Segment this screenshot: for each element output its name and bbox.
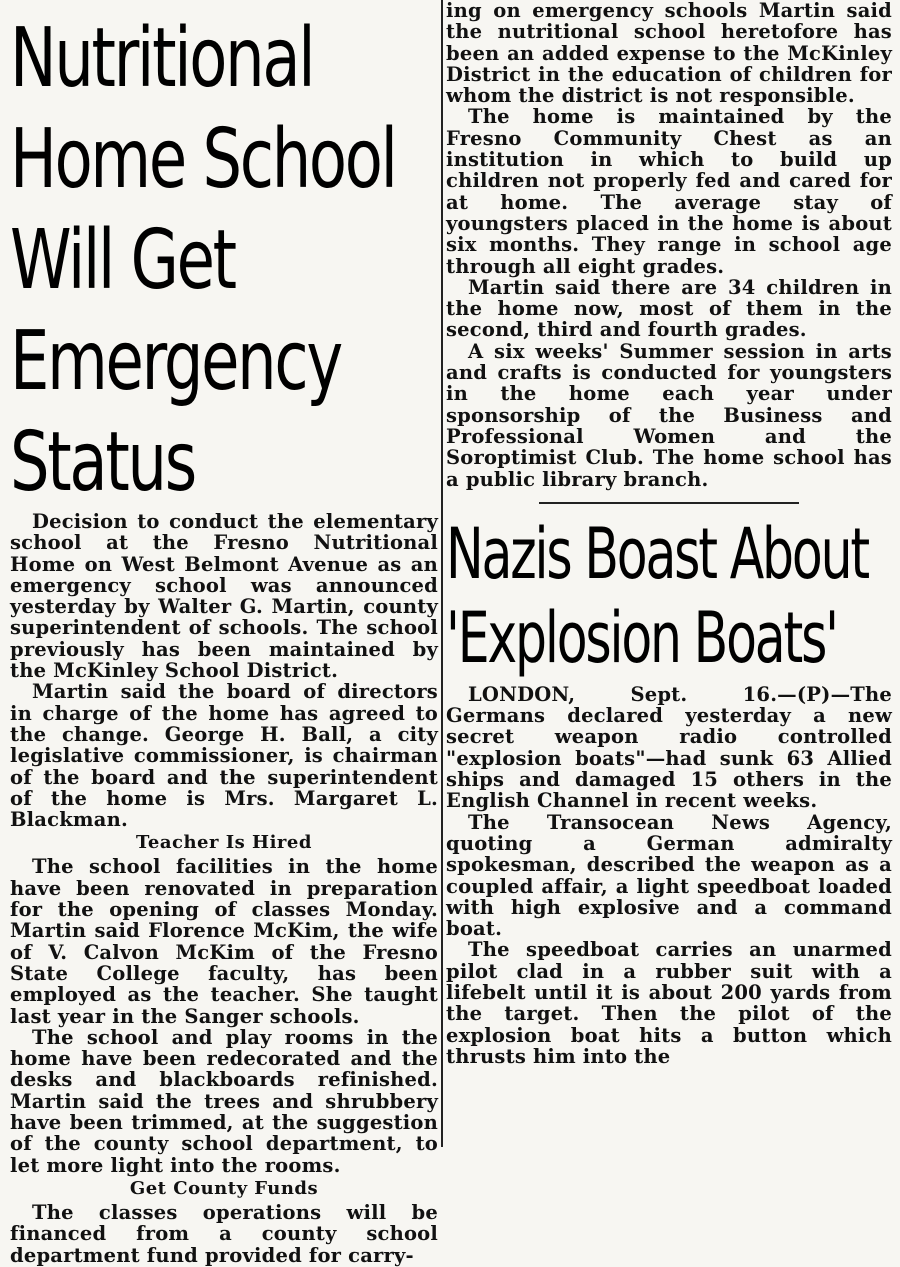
article1-paragraph: The school facilities in the home have been renovated in preparation for the opening of classes Monday. Martin said Florence McKim, the wife of V. Calvon McKim of the Fresno State College faculty, has been employed as the teacher. She taught last year in the Sanger schools.	[10, 855, 438, 1028]
article2-body	[446, 684, 892, 1067]
article2-paragraph: LONDON, Sept. 16.—(P)—The Germans declared yesterday a new secret weapon radio controlled "explosion boats"—had sunk 63 Allied ships and damaged 15 others in the English Channel in recent weeks.	[446, 682, 892, 813]
article1-continuation: ing on emergency schools Martin said the nutritional school heretofore has been an added expense to the McKinley District in the education of children for whom the district is not responsible.	[446, 0, 892, 108]
article1-paragraph: Martin said there are 34 children in the home now, most of them in the second, third and fourth grades.	[446, 275, 892, 342]
article1-paragraph: The classes operations will be financed from a county school department fund provided for carry-	[10, 1200, 438, 1267]
subhead-teacher-is-hired: Teacher Is Hired	[136, 832, 312, 854]
article1-body-left	[10, 511, 438, 1266]
article1-paragraph: A six weeks' Summer session in arts and crafts is conducted for youngsters in the home each year under sponsorship of the Business and Professional Women and the Soroptimist Club. The home school has a public library branch.	[446, 339, 892, 491]
article1-paragraph: Martin said the board of directors in charge of the home has agreed to the change. George H. Ball, a city legislative commissioner, is chairman of the board and the superintendent of the home is Mrs. Margaret L. Blackman.	[10, 680, 438, 832]
column-rule	[441, 0, 443, 1147]
article1-paragraph: The home is maintained by the Fresno Community Chest as an institution in which to build up children not properly fed and cared for at home. The average stay of youngsters placed in the home is about six months. They range in school age through all eight grades.	[446, 105, 892, 278]
subhead-get-county-funds: Get County Funds	[129, 1177, 319, 1199]
article1-paragraph: The school and play rooms in the home have been redecorated and the desks and blackboards refinished. Martin said the trees and shrubbery have been trimmed, at the suggestion of the county school department, to let more light into the rooms.	[10, 1025, 438, 1177]
article2-paragraph: The Transocean News Agency, quoting a German admiralty spokesman, described the weapon as a coupled affair, a light speedboat loaded with high explosive and a command boat.	[446, 810, 892, 941]
right-column	[446, 0, 892, 1067]
article-separator	[539, 502, 799, 504]
article1-paragraph: Decision to conduct the elementary school at the Fresno Nutritional Home on West Belmont Avenue as an emergency school was announced yesterday by Walter G. Martin, county superintendent of schools. The school previously has been maintained by the McKinley School District.	[10, 510, 438, 683]
headline-nutritional-home: Nutritional Home School Will Get Emergency Status	[10, 11, 396, 510]
left-column	[10, 0, 438, 1266]
article2-paragraph: The speedboat carries an unarmed pilot clad in a rubber suit with a lifebelt until it is about 200 yards from the target. Then the pilot of the explosion boat hits a button which thrusts him into the	[446, 938, 892, 1068]
article1-body-right	[446, 0, 892, 490]
headline-nazis-boast: Nazis Boast About 'Explosion Boats'	[446, 512, 868, 679]
